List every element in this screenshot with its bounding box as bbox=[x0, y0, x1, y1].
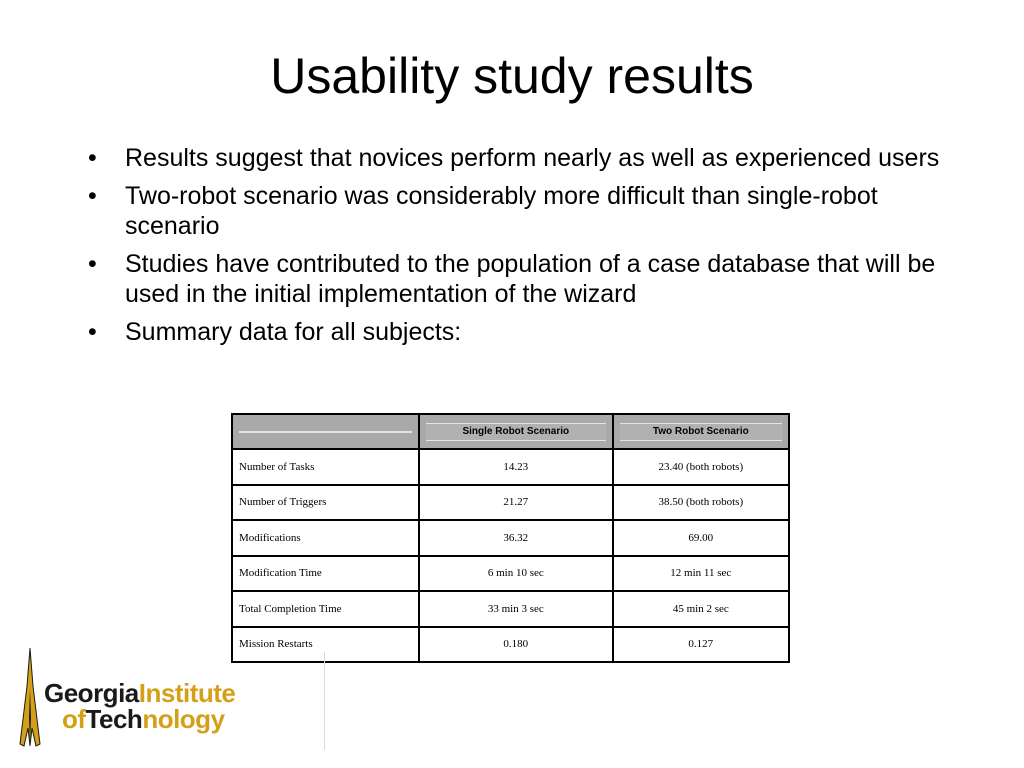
header-cell-empty bbox=[232, 414, 419, 449]
summary-table bbox=[231, 413, 790, 663]
row-label: Total Completion Time bbox=[232, 591, 419, 627]
cell-value: 38.50 (both robots) bbox=[613, 485, 789, 521]
bullet-item bbox=[88, 143, 948, 173]
cell-value: 21.27 bbox=[419, 485, 613, 521]
bullet-item bbox=[88, 181, 948, 241]
bullet-dot: • bbox=[88, 144, 97, 172]
cell-value: 45 min 2 sec bbox=[613, 591, 789, 627]
cell-value: 0.127 bbox=[613, 627, 789, 663]
logo-word-tech: Tech bbox=[85, 704, 143, 734]
cell-value: 23.40 (both robots) bbox=[613, 449, 789, 485]
row-label: Number of Tasks bbox=[232, 449, 419, 485]
cell-value: 14.23 bbox=[419, 449, 613, 485]
logo-divider bbox=[324, 652, 325, 750]
row-label: Mission Restarts bbox=[232, 627, 419, 663]
cell-value: 6 min 10 sec bbox=[419, 556, 613, 592]
cell-value: 69.00 bbox=[613, 520, 789, 556]
logo-word-of: of bbox=[62, 704, 86, 734]
cell-value: 33 min 3 sec bbox=[419, 591, 613, 627]
table-row bbox=[232, 591, 789, 627]
logo-word-nology: nology bbox=[142, 704, 225, 734]
georgia-tech-logo bbox=[18, 648, 328, 748]
table-row bbox=[232, 485, 789, 521]
logo-word-institute: Institute bbox=[138, 678, 236, 708]
row-label: Number of Triggers bbox=[232, 485, 419, 521]
table-row bbox=[232, 449, 789, 485]
header-cell-two-robot: Two Robot Scenario bbox=[613, 414, 789, 449]
bullet-text: Results suggest that novices perform nearly as well as experienced users bbox=[125, 144, 940, 172]
bullet-dot: • bbox=[88, 250, 97, 278]
cell-value: 36.32 bbox=[419, 520, 613, 556]
table-row bbox=[232, 556, 789, 592]
bullet-dot: • bbox=[88, 318, 97, 346]
bullet-item bbox=[88, 317, 948, 347]
bullet-text: Summary data for all subjects: bbox=[125, 318, 462, 346]
bullet-item bbox=[88, 249, 948, 309]
row-label: Modifications bbox=[232, 520, 419, 556]
table-header-row bbox=[232, 414, 789, 449]
table-row bbox=[232, 520, 789, 556]
cell-value: 0.180 bbox=[419, 627, 613, 663]
cell-value: 12 min 11 sec bbox=[613, 556, 789, 592]
slide-title: Usability study results bbox=[270, 48, 754, 104]
row-label: Modification Time bbox=[232, 556, 419, 592]
logo-line-2 bbox=[62, 704, 225, 735]
bullet-list bbox=[88, 143, 948, 355]
header-cell-single-robot: Single Robot Scenario bbox=[419, 414, 613, 449]
tech-tower-spire-icon bbox=[18, 648, 44, 748]
bullet-text: Two-robot scenario was considerably more difficult than single-robot scenario bbox=[125, 182, 878, 240]
logo-word-georgia: Georgia bbox=[44, 678, 139, 708]
bullet-dot: • bbox=[88, 182, 97, 210]
bullet-text: Studies have contributed to the population of a case database that will be used in the initial implementation of the wizard bbox=[125, 250, 936, 308]
